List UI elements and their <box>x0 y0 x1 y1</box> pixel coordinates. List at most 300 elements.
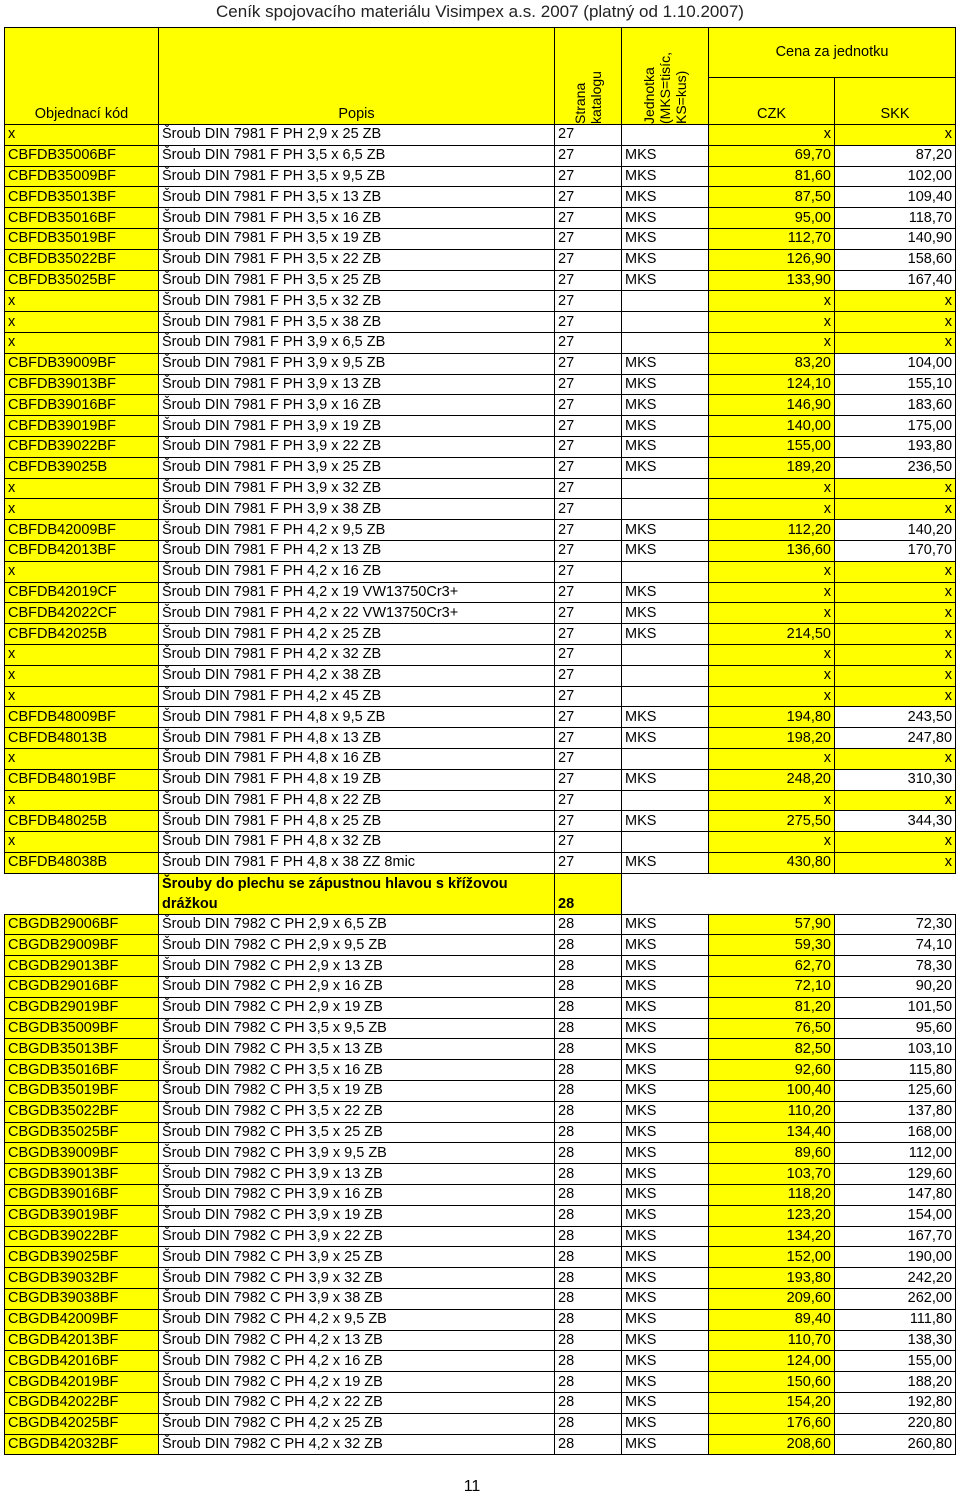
price-table <box>4 27 956 1455</box>
header-unit-cell <box>622 28 709 125</box>
table-row <box>5 353 956 374</box>
cell-desc: Šroub DIN 7981 F PH 3,5 x 16 ZB <box>159 208 555 229</box>
cell-czk: 176,60 <box>709 1413 835 1434</box>
section-row <box>5 873 956 914</box>
cell-code: x <box>5 644 159 665</box>
cell-skk: 115,80 <box>835 1060 956 1081</box>
cell-page: 28 <box>555 1185 622 1206</box>
cell-czk: 136,60 <box>709 540 835 561</box>
table-row <box>5 1330 956 1351</box>
cell-desc: Šroub DIN 7981 F PH 4,8 x 25 ZB <box>159 811 555 832</box>
cell-czk: 124,10 <box>709 374 835 395</box>
cell-page: 27 <box>555 312 622 333</box>
cell-unit: MKS <box>622 208 709 229</box>
cell-page: 28 <box>555 1413 622 1434</box>
cell-unit: MKS <box>622 1060 709 1081</box>
cell-page: 28 <box>555 1122 622 1143</box>
cell-desc: Šroub DIN 7982 C PH 3,9 x 16 ZB <box>159 1185 555 1206</box>
table-row <box>5 520 956 541</box>
cell-desc: Šroub DIN 7982 C PH 3,9 x 9,5 ZB <box>159 1143 555 1164</box>
cell-unit <box>622 686 709 707</box>
cell-unit: MKS <box>622 457 709 478</box>
cell-code: CBGDB29009BF <box>5 935 159 956</box>
cell-unit: MKS <box>622 997 709 1018</box>
cell-code: CBFDB48013B <box>5 728 159 749</box>
cell-skk: 167,70 <box>835 1226 956 1247</box>
cell-czk: 248,20 <box>709 769 835 790</box>
cell-code: x <box>5 291 159 312</box>
cell-page: 27 <box>555 208 622 229</box>
cell-desc: Šroub DIN 7982 C PH 4,2 x 16 ZB <box>159 1351 555 1372</box>
cell-desc: Šroub DIN 7982 C PH 4,2 x 9,5 ZB <box>159 1309 555 1330</box>
cell-code: CBFDB39009BF <box>5 353 159 374</box>
cell-desc: Šroub DIN 7982 C PH 3,5 x 13 ZB <box>159 1039 555 1060</box>
cell-page: 27 <box>555 145 622 166</box>
table-row <box>5 540 956 561</box>
cell-skk: 140,90 <box>835 228 956 249</box>
cell-skk: 344,30 <box>835 811 956 832</box>
cell-czk: x <box>709 291 835 312</box>
cell-code: CBFDB48019BF <box>5 769 159 790</box>
cell-skk: x <box>835 748 956 769</box>
cell-code: CBFDB35013BF <box>5 187 159 208</box>
cell-page: 27 <box>555 790 622 811</box>
cell-czk: x <box>709 561 835 582</box>
table-row <box>5 728 956 749</box>
cell-unit: MKS <box>622 1185 709 1206</box>
cell-skk: 140,20 <box>835 520 956 541</box>
table-row <box>5 249 956 270</box>
cell-czk: 194,80 <box>709 707 835 728</box>
cell-czk: x <box>709 478 835 499</box>
cell-page: 27 <box>555 644 622 665</box>
cell-czk: x <box>709 499 835 520</box>
cell-page: 27 <box>555 561 622 582</box>
cell-czk: 140,00 <box>709 416 835 437</box>
cell-czk: 189,20 <box>709 457 835 478</box>
table-row <box>5 208 956 229</box>
cell-skk: x <box>835 832 956 853</box>
cell-page: 27 <box>555 228 622 249</box>
cell-czk: 126,90 <box>709 249 835 270</box>
cell-skk: x <box>835 332 956 353</box>
cell-page: 27 <box>555 395 622 416</box>
cell-code: CBFDB39016BF <box>5 395 159 416</box>
cell-desc: Šroub DIN 7981 F PH 4,8 x 19 ZB <box>159 769 555 790</box>
table-row <box>5 1226 956 1247</box>
cell-page: 27 <box>555 270 622 291</box>
table-row <box>5 686 956 707</box>
cell-czk: x <box>709 832 835 853</box>
cell-code: CBGDB29016BF <box>5 977 159 998</box>
cell-desc: Šroub DIN 7982 C PH 2,9 x 6,5 ZB <box>159 914 555 935</box>
cell-unit: MKS <box>622 187 709 208</box>
cell-page: 27 <box>555 353 622 374</box>
cell-unit: MKS <box>622 582 709 603</box>
cell-page: 27 <box>555 520 622 541</box>
cell-desc: Šroub DIN 7981 F PH 3,5 x 22 ZB <box>159 249 555 270</box>
cell-desc: Šroub DIN 7981 F PH 3,5 x 19 ZB <box>159 228 555 249</box>
cell-page: 28 <box>555 1226 622 1247</box>
cell-unit: MKS <box>622 977 709 998</box>
table-row <box>5 1309 956 1330</box>
cell-czk: x <box>709 644 835 665</box>
cell-czk: x <box>709 312 835 333</box>
cell-code: CBFDB39019BF <box>5 416 159 437</box>
cell-unit <box>622 332 709 353</box>
cell-unit <box>622 478 709 499</box>
cell-czk: x <box>709 582 835 603</box>
table-body-a <box>5 125 956 874</box>
table-row <box>5 748 956 769</box>
cell-desc: Šroub DIN 7982 C PH 4,2 x 13 ZB <box>159 1330 555 1351</box>
cell-skk: x <box>835 603 956 624</box>
cell-desc: Šroub DIN 7981 F PH 4,8 x 13 ZB <box>159 728 555 749</box>
cell-desc: Šroub DIN 7981 F PH 3,9 x 38 ZB <box>159 499 555 520</box>
cell-skk: 158,60 <box>835 249 956 270</box>
cell-skk: 109,40 <box>835 187 956 208</box>
cell-unit: MKS <box>622 228 709 249</box>
table-row <box>5 436 956 457</box>
table-row <box>5 478 956 499</box>
cell-czk: 57,90 <box>709 914 835 935</box>
cell-desc: Šroub DIN 7982 C PH 2,9 x 16 ZB <box>159 977 555 998</box>
cell-page: 27 <box>555 416 622 437</box>
header-page: Strana katalogu <box>572 71 604 124</box>
cell-code: x <box>5 686 159 707</box>
cell-skk: x <box>835 312 956 333</box>
cell-code: CBFDB42019CF <box>5 582 159 603</box>
cell-desc: Šroub DIN 7982 C PH 3,9 x 25 ZB <box>159 1247 555 1268</box>
table-row <box>5 270 956 291</box>
cell-code: CBGDB29006BF <box>5 914 159 935</box>
cell-desc: Šroub DIN 7981 F PH 4,2 x 16 ZB <box>159 561 555 582</box>
cell-skk: 155,10 <box>835 374 956 395</box>
cell-code: CBGDB39022BF <box>5 1226 159 1247</box>
table-row <box>5 811 956 832</box>
table-row <box>5 769 956 790</box>
cell-desc: Šroub DIN 7982 C PH 3,9 x 22 ZB <box>159 1226 555 1247</box>
table-row <box>5 1164 956 1185</box>
cell-page: 27 <box>555 624 622 645</box>
header-skk: SKK <box>835 77 956 125</box>
cell-unit: MKS <box>622 1143 709 1164</box>
cell-czk: 123,20 <box>709 1205 835 1226</box>
cell-skk: 147,80 <box>835 1185 956 1206</box>
cell-czk: 69,70 <box>709 145 835 166</box>
cell-skk: x <box>835 561 956 582</box>
table-row <box>5 1039 956 1060</box>
cell-code: CBGDB42022BF <box>5 1393 159 1414</box>
cell-unit: MKS <box>622 935 709 956</box>
cell-czk: 81,20 <box>709 997 835 1018</box>
cell-page: 27 <box>555 707 622 728</box>
cell-skk: 78,30 <box>835 956 956 977</box>
cell-code: CBFDB39025B <box>5 457 159 478</box>
cell-skk: x <box>835 125 956 146</box>
cell-page: 27 <box>555 187 622 208</box>
cell-desc: Šroub DIN 7982 C PH 3,9 x 38 ZB <box>159 1289 555 1310</box>
cell-unit: MKS <box>622 1164 709 1185</box>
cell-czk: 72,10 <box>709 977 835 998</box>
cell-code: CBGDB42009BF <box>5 1309 159 1330</box>
cell-unit: MKS <box>622 1330 709 1351</box>
cell-code: x <box>5 312 159 333</box>
cell-code: CBFDB48009BF <box>5 707 159 728</box>
cell-code: CBGDB42025BF <box>5 1413 159 1434</box>
cell-unit: MKS <box>622 1351 709 1372</box>
cell-desc: Šroub DIN 7981 F PH 4,2 x 9,5 ZB <box>159 520 555 541</box>
table-row <box>5 707 956 728</box>
cell-page: 27 <box>555 540 622 561</box>
cell-page: 28 <box>555 1289 622 1310</box>
table-row <box>5 416 956 437</box>
cell-desc: Šroub DIN 7981 F PH 3,9 x 9,5 ZB <box>159 353 555 374</box>
cell-code: CBFDB35009BF <box>5 166 159 187</box>
cell-desc: Šroub DIN 7981 F PH 3,5 x 13 ZB <box>159 187 555 208</box>
cell-skk: 188,20 <box>835 1372 956 1393</box>
cell-skk: 262,00 <box>835 1289 956 1310</box>
page-number: 11 <box>463 1478 481 1495</box>
cell-desc: Šroub DIN 7982 C PH 3,5 x 25 ZB <box>159 1122 555 1143</box>
cell-code: x <box>5 665 159 686</box>
cell-desc: Šroub DIN 7982 C PH 4,2 x 19 ZB <box>159 1372 555 1393</box>
cell-czk: 59,30 <box>709 935 835 956</box>
cell-czk: 83,20 <box>709 353 835 374</box>
cell-page: 27 <box>555 686 622 707</box>
cell-czk: 81,60 <box>709 166 835 187</box>
cell-desc: Šroub DIN 7981 F PH 3,5 x 9,5 ZB <box>159 166 555 187</box>
cell-page: 27 <box>555 374 622 395</box>
cell-skk: 101,50 <box>835 997 956 1018</box>
cell-code: CBFDB48038B <box>5 852 159 873</box>
table-row <box>5 1413 956 1434</box>
cell-code: CBFDB35022BF <box>5 249 159 270</box>
cell-skk: x <box>835 291 956 312</box>
cell-unit: MKS <box>622 603 709 624</box>
cell-page: 28 <box>555 1434 622 1455</box>
cell-unit <box>622 561 709 582</box>
table-row <box>5 374 956 395</box>
cell-skk: 170,70 <box>835 540 956 561</box>
table-row <box>5 997 956 1018</box>
table-row <box>5 1101 956 1122</box>
table-row <box>5 956 956 977</box>
cell-desc: Šroub DIN 7982 C PH 4,2 x 32 ZB <box>159 1434 555 1455</box>
cell-skk: 167,40 <box>835 270 956 291</box>
cell-unit <box>622 291 709 312</box>
cell-unit <box>622 790 709 811</box>
cell-unit: MKS <box>622 1205 709 1226</box>
cell-unit: MKS <box>622 1268 709 1289</box>
cell-czk: x <box>709 665 835 686</box>
cell-skk: 243,50 <box>835 707 956 728</box>
cell-page: 27 <box>555 832 622 853</box>
cell-code: CBGDB35009BF <box>5 1018 159 1039</box>
table-row <box>5 499 956 520</box>
cell-desc: Šroub DIN 7981 F PH 4,8 x 32 ZB <box>159 832 555 853</box>
cell-unit: MKS <box>622 852 709 873</box>
cell-code: CBGDB35013BF <box>5 1039 159 1060</box>
cell-skk: x <box>835 582 956 603</box>
cell-page: 27 <box>555 125 622 146</box>
cell-skk: 72,30 <box>835 914 956 935</box>
cell-code: CBGDB39025BF <box>5 1247 159 1268</box>
cell-czk: 134,40 <box>709 1122 835 1143</box>
cell-desc: Šroub DIN 7981 F PH 3,9 x 6,5 ZB <box>159 332 555 353</box>
cell-unit: MKS <box>622 540 709 561</box>
cell-unit: MKS <box>622 1247 709 1268</box>
header-desc: Popis <box>159 28 555 125</box>
cell-czk: 92,60 <box>709 1060 835 1081</box>
cell-czk: 103,70 <box>709 1164 835 1185</box>
cell-desc: Šroub DIN 7981 F PH 3,9 x 25 ZB <box>159 457 555 478</box>
cell-unit: MKS <box>622 270 709 291</box>
cell-code: CBGDB35016BF <box>5 1060 159 1081</box>
cell-code: x <box>5 125 159 146</box>
cell-code: CBGDB39016BF <box>5 1185 159 1206</box>
cell-page: 27 <box>555 582 622 603</box>
cell-skk: 193,80 <box>835 436 956 457</box>
table-row <box>5 1372 956 1393</box>
cell-desc: Šroub DIN 7981 F PH 4,8 x 9,5 ZB <box>159 707 555 728</box>
section-heading <box>5 873 956 914</box>
cell-code: x <box>5 332 159 353</box>
table-row <box>5 665 956 686</box>
table-row <box>5 125 956 146</box>
cell-czk: 112,70 <box>709 228 835 249</box>
cell-page: 27 <box>555 291 622 312</box>
cell-skk: 87,20 <box>835 145 956 166</box>
cell-czk: 87,50 <box>709 187 835 208</box>
cell-page: 28 <box>555 1330 622 1351</box>
header-czk: CZK <box>709 77 835 125</box>
cell-skk: 154,00 <box>835 1205 956 1226</box>
cell-page: 28 <box>555 1164 622 1185</box>
cell-desc: Šroub DIN 7981 F PH 4,2 x 45 ZB <box>159 686 555 707</box>
cell-page: 28 <box>555 997 622 1018</box>
cell-unit: MKS <box>622 520 709 541</box>
cell-code: x <box>5 499 159 520</box>
cell-desc: Šroub DIN 7982 C PH 4,2 x 22 ZB <box>159 1393 555 1414</box>
cell-page: 27 <box>555 478 622 499</box>
cell-czk: 133,90 <box>709 270 835 291</box>
cell-desc: Šroub DIN 7981 F PH 3,9 x 22 ZB <box>159 436 555 457</box>
table-row <box>5 1122 956 1143</box>
cell-czk: 134,20 <box>709 1226 835 1247</box>
cell-page: 28 <box>555 977 622 998</box>
cell-page: 28 <box>555 1309 622 1330</box>
cell-skk: 118,70 <box>835 208 956 229</box>
cell-code: CBGDB39038BF <box>5 1289 159 1310</box>
cell-page: 28 <box>555 956 622 977</box>
cell-skk: 103,10 <box>835 1039 956 1060</box>
cell-page: 27 <box>555 249 622 270</box>
cell-page: 28 <box>555 1268 622 1289</box>
cell-unit: MKS <box>622 624 709 645</box>
table-row <box>5 1289 956 1310</box>
cell-czk: x <box>709 603 835 624</box>
cell-desc: Šroub DIN 7981 F PH 4,8 x 22 ZB <box>159 790 555 811</box>
table-row <box>5 1143 956 1164</box>
table-row <box>5 1081 956 1102</box>
table-row <box>5 166 956 187</box>
cell-page: 27 <box>555 852 622 873</box>
cell-unit <box>622 665 709 686</box>
cell-skk: 192,80 <box>835 1393 956 1414</box>
cell-czk: 82,50 <box>709 1039 835 1060</box>
cell-skk: x <box>835 665 956 686</box>
cell-skk: 168,00 <box>835 1122 956 1143</box>
section-page: 28 <box>555 873 622 914</box>
cell-page: 27 <box>555 166 622 187</box>
cell-desc: Šroub DIN 7981 F PH 4,2 x 22 VW13750Cr3+ <box>159 603 555 624</box>
cell-code: CBGDB42016BF <box>5 1351 159 1372</box>
cell-code: CBGDB29013BF <box>5 956 159 977</box>
cell-skk: 104,00 <box>835 353 956 374</box>
cell-desc: Šroub DIN 7981 F PH 2,9 x 25 ZB <box>159 125 555 146</box>
cell-desc: Šroub DIN 7981 F PH 4,2 x 32 ZB <box>159 644 555 665</box>
cell-skk: 310,30 <box>835 769 956 790</box>
cell-code: CBGDB35022BF <box>5 1101 159 1122</box>
cell-skk: 138,30 <box>835 1330 956 1351</box>
cell-page: 28 <box>555 1205 622 1226</box>
cell-skk: 155,00 <box>835 1351 956 1372</box>
table-row <box>5 914 956 935</box>
cell-skk: 137,80 <box>835 1101 956 1122</box>
cell-unit: MKS <box>622 1226 709 1247</box>
table-row <box>5 935 956 956</box>
cell-unit: MKS <box>622 1101 709 1122</box>
cell-unit: MKS <box>622 1018 709 1039</box>
cell-unit: MKS <box>622 1393 709 1414</box>
cell-czk: x <box>709 125 835 146</box>
cell-skk: 260,80 <box>835 1434 956 1455</box>
cell-unit: MKS <box>622 249 709 270</box>
cell-page: 28 <box>555 1060 622 1081</box>
cell-code: CBFDB39022BF <box>5 436 159 457</box>
cell-code: CBGDB29019BF <box>5 997 159 1018</box>
cell-unit: MKS <box>622 1309 709 1330</box>
table-row <box>5 332 956 353</box>
cell-page: 27 <box>555 811 622 832</box>
cell-skk: x <box>835 790 956 811</box>
cell-desc: Šroub DIN 7982 C PH 3,5 x 22 ZB <box>159 1101 555 1122</box>
cell-unit: MKS <box>622 728 709 749</box>
table-row <box>5 1393 956 1414</box>
cell-skk: 125,60 <box>835 1081 956 1102</box>
cell-czk: 193,80 <box>709 1268 835 1289</box>
cell-desc: Šroub DIN 7982 C PH 3,5 x 9,5 ZB <box>159 1018 555 1039</box>
cell-desc: Šroub DIN 7982 C PH 3,5 x 19 ZB <box>159 1081 555 1102</box>
cell-desc: Šroub DIN 7981 F PH 4,2 x 19 VW13750Cr3+ <box>159 582 555 603</box>
table-row <box>5 1060 956 1081</box>
cell-czk: 155,00 <box>709 436 835 457</box>
table-row <box>5 145 956 166</box>
cell-unit <box>622 644 709 665</box>
cell-skk: x <box>835 499 956 520</box>
cell-unit: MKS <box>622 374 709 395</box>
cell-code: CBFDB42009BF <box>5 520 159 541</box>
cell-code: CBFDB35016BF <box>5 208 159 229</box>
cell-desc: Šroub DIN 7981 F PH 3,9 x 19 ZB <box>159 416 555 437</box>
cell-code: CBGDB35025BF <box>5 1122 159 1143</box>
cell-czk: 214,50 <box>709 624 835 645</box>
table-row <box>5 790 956 811</box>
cell-code: CBFDB35019BF <box>5 228 159 249</box>
cell-code: CBGDB39019BF <box>5 1205 159 1226</box>
cell-desc: Šroub DIN 7982 C PH 2,9 x 13 ZB <box>159 956 555 977</box>
